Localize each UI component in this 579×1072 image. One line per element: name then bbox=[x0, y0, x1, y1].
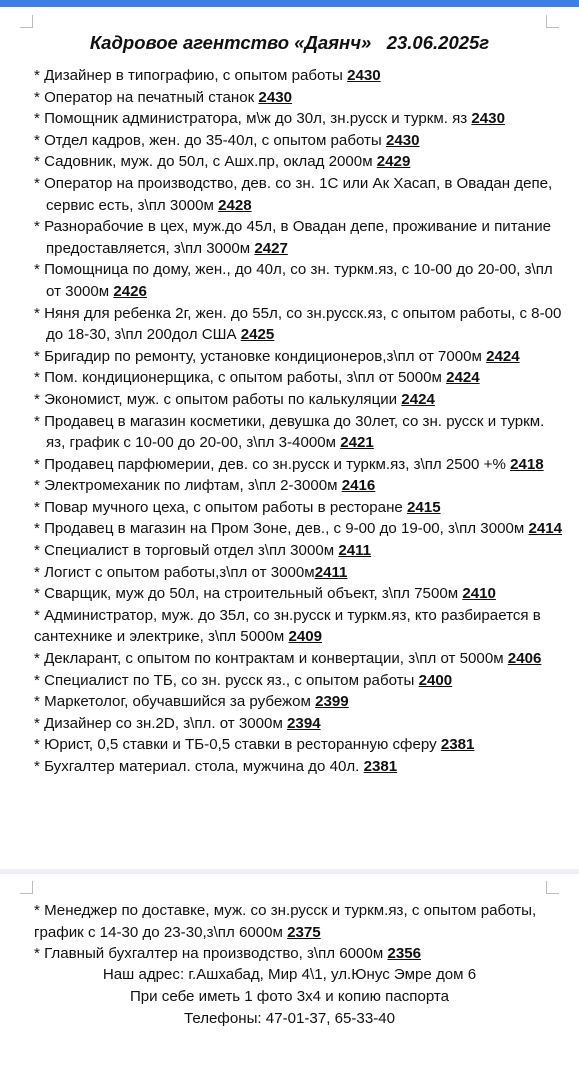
vacancy-code: 2425 bbox=[240, 326, 275, 344]
vacancy-text: * Главный бухгалтер на производство, з\пл 6000м bbox=[34, 945, 388, 963]
vacancy-item bbox=[34, 454, 564, 476]
vacancy-item bbox=[34, 108, 564, 130]
vacancy-code: 2424 bbox=[486, 347, 520, 365]
vacancy-code: 2416 bbox=[341, 477, 376, 495]
vacancy-text: * Продавец в магазин на Пром Зоне, дев., с 9-00 до 19-00, з\пл 3000м bbox=[34, 520, 529, 538]
vacancy-text: * Отдел кадров, жен. до 35-40л, с опытом работы bbox=[34, 131, 386, 149]
vacancy-code: 2400 bbox=[418, 671, 453, 689]
vacancy-item bbox=[34, 713, 564, 735]
vacancy-item bbox=[34, 259, 564, 302]
vacancy-code: 2399 bbox=[315, 693, 349, 711]
vacancy-item bbox=[34, 346, 564, 368]
vacancy-list bbox=[34, 65, 564, 778]
vacancy-code: 2424 bbox=[446, 369, 480, 387]
vacancy-item bbox=[34, 605, 564, 648]
vacancy-item bbox=[34, 475, 564, 497]
document-page-1 bbox=[0, 7, 579, 869]
vacancy-code: 2418 bbox=[510, 455, 544, 473]
vacancy-text: * Садовник, муж. до 50л, с Ашх.пр, оклад 2000м bbox=[34, 153, 377, 171]
vacancy-code: 2381 bbox=[440, 736, 475, 754]
vacancy-text: * Декларант, с опытом по контрактам и конвертации, з\пл от 5000м bbox=[34, 650, 508, 668]
vacancy-text: * Электромеханик по лифтам, з\пл 2-3000м bbox=[34, 477, 342, 495]
vacancy-text: * Сварщик, муж до 50л, на строительный объект, з\пл 7500м bbox=[34, 585, 463, 603]
vacancy-text: * Специалист в торговый отдел з\пл 3000м bbox=[34, 542, 339, 560]
vacancy-code: 2429 bbox=[376, 153, 411, 171]
vacancy-code: 2394 bbox=[287, 714, 321, 732]
vacancy-code: 2430 bbox=[385, 131, 420, 149]
vacancy-text: * Бригадир по ремонту, установке кондиционеров,з\пл от 7000м bbox=[34, 347, 487, 365]
vacancy-text: * Бухгалтер материал. стола, мужчина до 40л. bbox=[34, 758, 364, 775]
document-page-2 bbox=[0, 874, 579, 1072]
vacancy-code: 2411 bbox=[314, 563, 348, 581]
vacancy-code: 2414 bbox=[528, 520, 563, 538]
page-corner-mark bbox=[20, 15, 33, 28]
vacancy-item bbox=[34, 216, 564, 259]
vacancy-text: * Дизайнер в типографию, с опытом работы bbox=[34, 67, 348, 84]
vacancy-text: * Экономист, муж. с опытом работы по калькуляции bbox=[34, 390, 402, 408]
vacancy-item bbox=[34, 518, 564, 540]
vacancy-code: 2426 bbox=[113, 282, 147, 300]
contact-phones: Телефоны: 47-01-37, 65-33-40 bbox=[183, 1010, 396, 1027]
vacancy-item bbox=[34, 900, 564, 943]
vacancy-code: 2430 bbox=[347, 67, 381, 84]
vacancy-text: * Менеджер по доставке, муж. со зн.русск и туркм.яз, с опытом работы, график с 14-30 до 23-30,з\пл 6000м bbox=[34, 902, 537, 941]
vacancy-text: * Разнорабочие в цех, муж.до 45л, в Овадан депе, проживание и питание предоставляется, з\пл 3000м bbox=[34, 218, 552, 257]
vacancy-text: * Повар мучного цеха, с опытом работы в ресторане bbox=[34, 498, 408, 516]
vacancy-text: * Администратор, муж. до 35л, со зн.русск и туркм.яз, кто разбирается в сантехнике и электрике, з\пл 5000м bbox=[34, 606, 541, 646]
office-address: Наш адрес: г.Ашхабад, Мир 4\1, ул.Юнус Эмре дом 6 bbox=[102, 966, 477, 983]
vacancy-text: * Продавец в магазин косметики, девушка до 30лет, со зн. русск и туркм. яз, график с 10-00 до 20-00, з\пл 3-4000м bbox=[34, 412, 545, 452]
vacancy-item bbox=[34, 367, 564, 389]
vacancy-text: * Оператор на печатный станок bbox=[34, 88, 259, 106]
vacancy-code: 2430 bbox=[471, 110, 505, 128]
vacancy-item bbox=[34, 173, 564, 216]
page-corner-mark bbox=[546, 881, 559, 894]
vacancy-code: 2410 bbox=[462, 585, 496, 603]
vacancy-code: 2356 bbox=[387, 945, 421, 963]
vacancy-item bbox=[34, 734, 564, 756]
vacancy-text: * Юрист, 0,5 ставки и ТБ-0,5 ставки в ресторанную сферу bbox=[34, 736, 441, 754]
document-title: Кадровое агентство «Даянч» 23.06.2025г bbox=[89, 32, 490, 53]
vacancy-item bbox=[34, 130, 564, 152]
vacancy-text: * Маркетолог, обучавшийся за рубежом bbox=[34, 693, 316, 711]
vacancy-item bbox=[34, 691, 564, 713]
vacancy-text: * Пом. кондиционерщика, с опытом работы, з\пл от 5000м bbox=[34, 369, 447, 387]
vacancy-code: 2409 bbox=[288, 628, 323, 646]
page-corner-mark bbox=[546, 15, 559, 28]
page-corner-mark bbox=[20, 881, 33, 894]
vacancy-item bbox=[34, 303, 564, 346]
vacancy-item bbox=[34, 497, 564, 519]
vacancy-item bbox=[34, 670, 564, 692]
vacancy-text: * Специалист по ТБ, со зн. русск яз., с опытом работы bbox=[34, 671, 419, 689]
vacancy-code: 2421 bbox=[340, 434, 374, 452]
vacancy-item bbox=[34, 151, 564, 173]
vacancy-text: * Продавец парфюмерии, дев. со зн.русск и туркм.яз, з\пл 2500 +% bbox=[34, 455, 511, 473]
vacancy-list bbox=[34, 900, 564, 965]
required-documents: При себе иметь 1 фото 3х4 и копию паспорта bbox=[129, 988, 450, 1005]
vacancy-text: * Логист с опытом работы,з\пл от 3000м bbox=[34, 563, 315, 581]
vacancy-item bbox=[34, 648, 564, 670]
vacancy-code: 2411 bbox=[338, 542, 372, 560]
vacancy-item bbox=[34, 65, 564, 87]
vacancy-item bbox=[34, 411, 564, 454]
vacancy-code: 2381 bbox=[363, 758, 398, 775]
vacancy-text: * Помощница по дому, жен., до 40л, со зн. туркм.яз, с 10-00 до 20-00, з\пл от 3000м bbox=[34, 261, 553, 300]
vacancy-item bbox=[34, 583, 564, 605]
vacancy-text: * Помощник администратора, м\ж до 30л, зн.русск и туркм. яз bbox=[34, 110, 472, 128]
vacancy-code: 2427 bbox=[254, 239, 288, 257]
vacancy-text: * Дизайнер со зн.2D, з\пл. от 3000м bbox=[34, 714, 288, 732]
vacancy-item bbox=[34, 943, 564, 965]
vacancy-code: 2430 bbox=[258, 88, 292, 106]
vacancy-item bbox=[34, 562, 564, 584]
vacancy-item bbox=[34, 87, 564, 109]
vacancy-text: * Няня для ребенка 2г, жен. до 55л, со зн.русск.яз, с опытом работы, с 8-00 до 18-30, з\пл 200дол США bbox=[34, 304, 562, 344]
vacancy-text: * Оператор на производство, дев. со зн. 1С или Ак Хасап, в Овадан депе, сервис есть, з\пл 3000м bbox=[34, 174, 553, 214]
vacancy-code: 2406 bbox=[507, 650, 542, 668]
vacancy-code: 2415 bbox=[407, 498, 441, 516]
vacancy-code: 2428 bbox=[218, 196, 252, 214]
top-accent-bar bbox=[0, 0, 579, 7]
vacancy-item bbox=[34, 389, 564, 411]
vacancy-item bbox=[34, 540, 564, 562]
vacancy-code: 2375 bbox=[287, 923, 321, 941]
vacancy-item bbox=[34, 756, 564, 778]
vacancy-code: 2424 bbox=[401, 390, 435, 408]
